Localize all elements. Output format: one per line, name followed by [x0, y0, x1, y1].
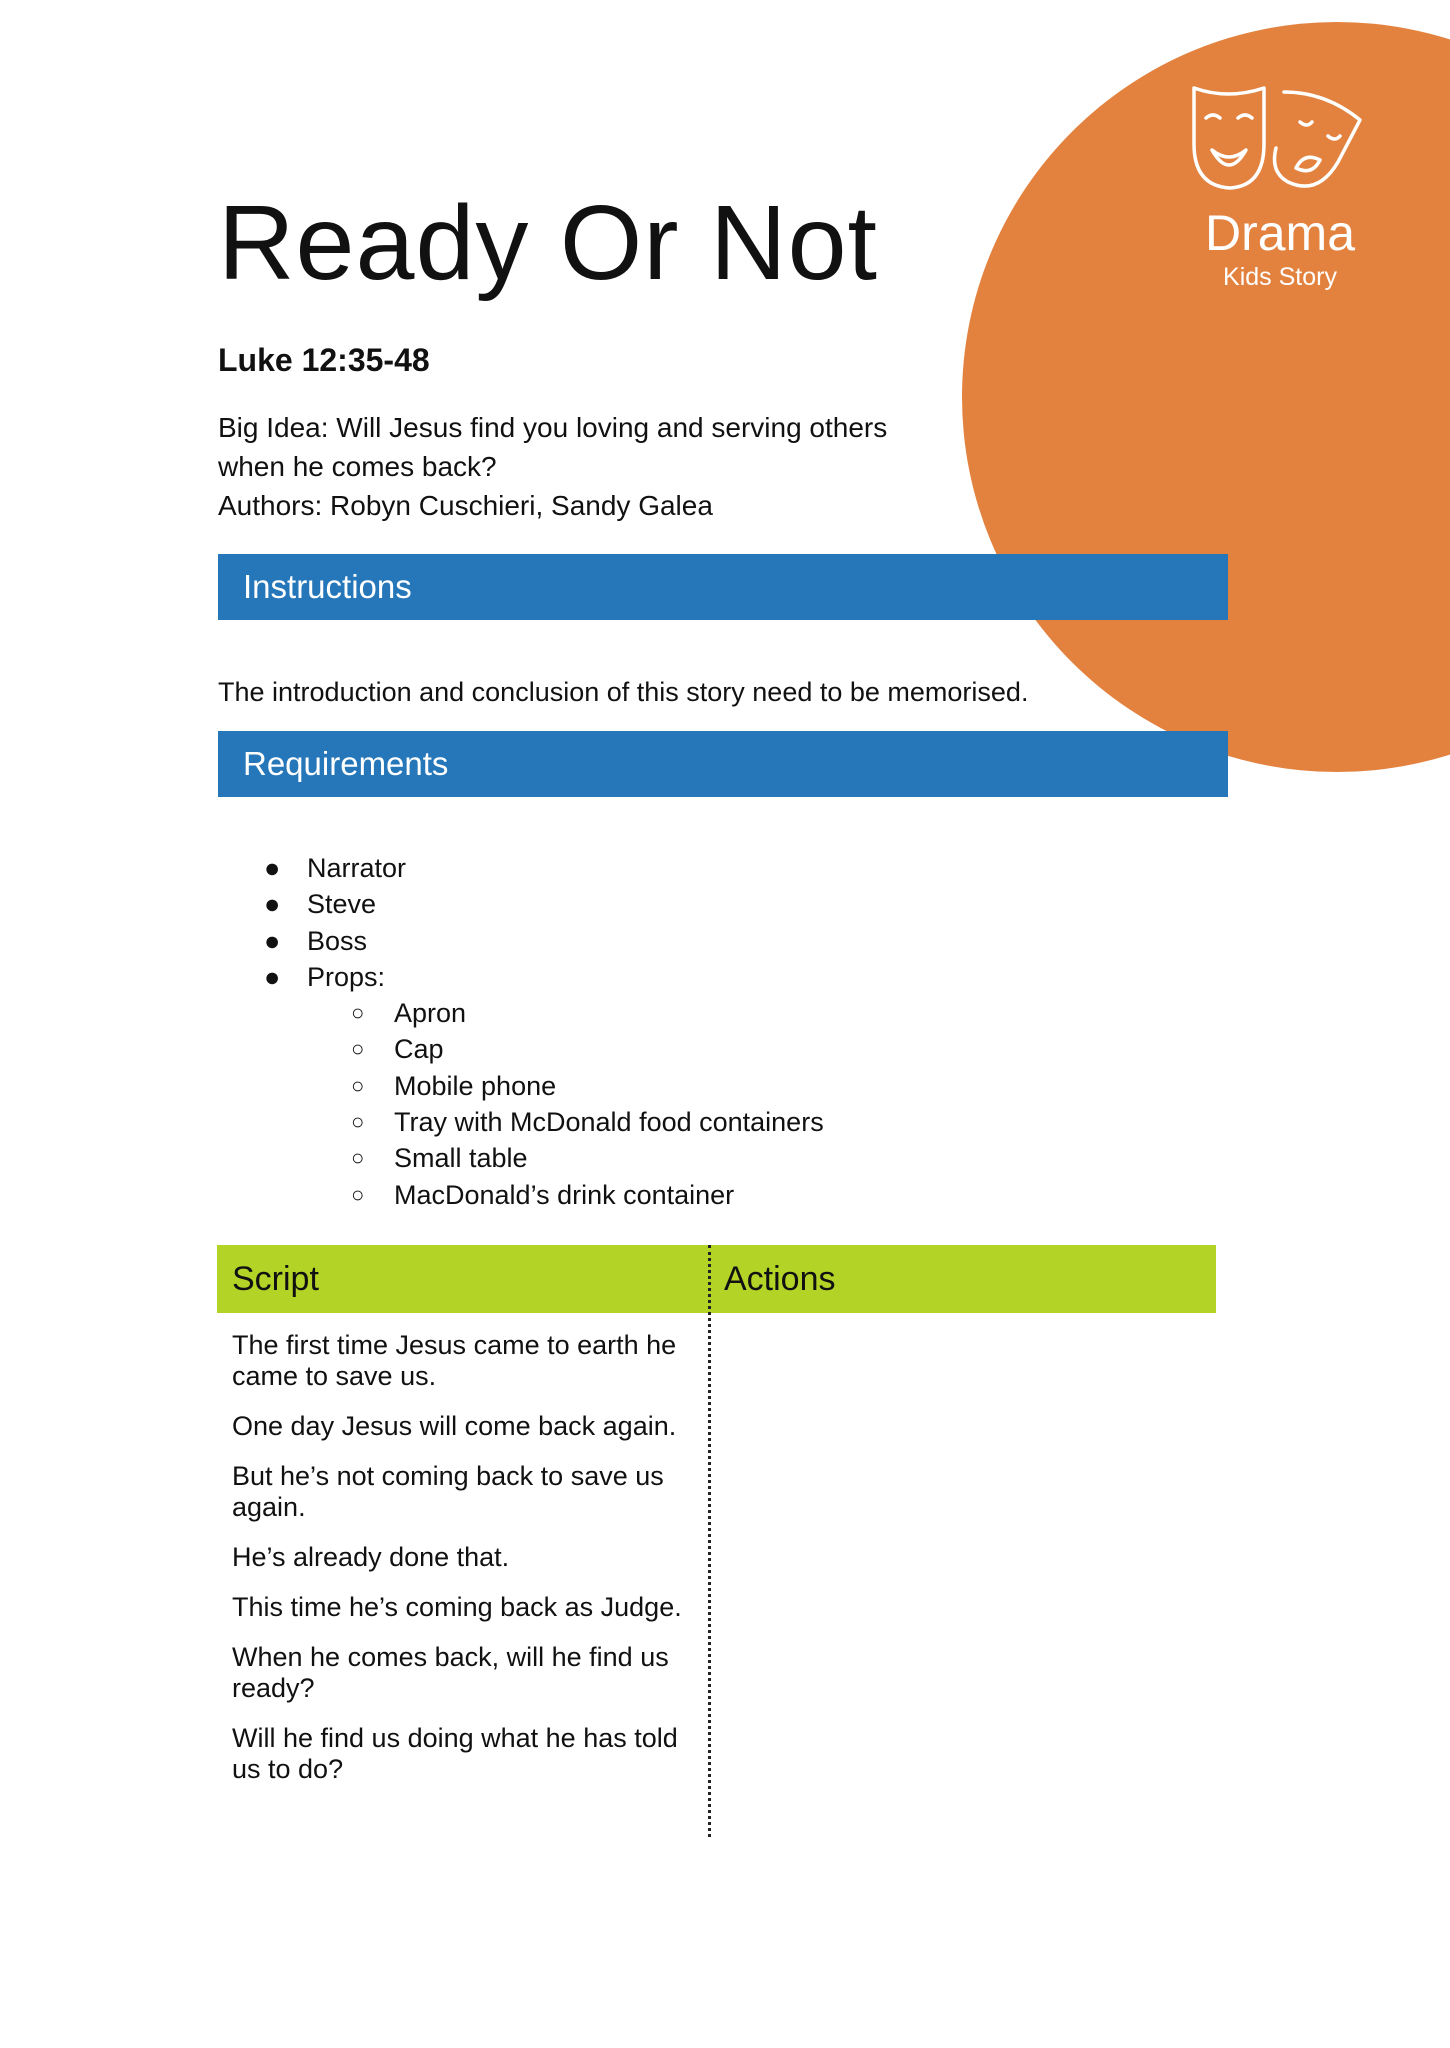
list-item: ○ MacDonald’s drink container	[218, 1177, 824, 1213]
badge-subtitle: Kids Story	[1223, 263, 1337, 291]
instructions-text: The introduction and conclusion of this story need to be memorised.	[218, 677, 1029, 707]
list-item: ● Boss	[218, 923, 824, 959]
script-line: He’s already done that.	[232, 1542, 510, 1572]
authors: Authors: Robyn Cuschieri, Sandy Galea	[218, 490, 713, 521]
circle-bullet-icon: ○	[351, 1036, 365, 1062]
script-line: This time he’s coming back as Judge.	[232, 1592, 682, 1622]
props-list	[307, 995, 824, 1213]
column-divider	[708, 1245, 711, 1837]
big-idea-line-2: when he comes back?	[218, 451, 497, 482]
script-line: The first time Jesus came to earth he came to save us.	[232, 1330, 677, 1391]
bullet-icon: ●	[264, 889, 281, 920]
document-meta	[218, 408, 978, 525]
requirements-heading: Requirements	[218, 731, 1228, 797]
list-item: ○ Small table	[218, 1140, 824, 1176]
script-line: But he’s not coming back to save us again.	[232, 1461, 664, 1522]
requirements-list	[218, 850, 824, 1213]
scripture-reference: Luke 12:35-48	[218, 342, 430, 378]
list-item: ○ Mobile phone	[218, 1068, 824, 1104]
list-item: ○ Apron	[218, 995, 824, 1031]
page-title: Ready Or Not	[218, 184, 879, 302]
circle-bullet-icon: ○	[351, 1000, 365, 1026]
script-column-heading: Script	[232, 1260, 319, 1298]
instructions-heading: Instructions	[218, 554, 1228, 620]
list-item: ● Props: ○ Apron ○ Cap ○ Mobile phone ○ Tray with McDonald food containers ○ Small table ○ MacDonald’s drink container	[218, 959, 824, 1213]
script-table-header	[217, 1245, 1216, 1313]
circle-bullet-icon: ○	[351, 1072, 365, 1098]
theater-masks-icon	[1188, 82, 1372, 200]
bullet-icon: ●	[264, 853, 281, 883]
bullet-icon: ●	[264, 925, 281, 956]
list-item: ○ Cap	[218, 1031, 824, 1067]
circle-bullet-icon: ○	[351, 1109, 365, 1135]
drama-badge	[1150, 82, 1410, 292]
circle-bullet-icon: ○	[351, 1181, 365, 1207]
bullet-icon: ●	[264, 961, 281, 992]
script-line: Will he find us doing what he has told us to do?	[232, 1723, 678, 1784]
list-item: ● Narrator	[218, 850, 824, 886]
script-line: One day Jesus will come back again.	[232, 1411, 677, 1441]
actions-column-heading: Actions	[724, 1260, 836, 1298]
badge-title: Drama	[1204, 205, 1356, 261]
circle-bullet-icon: ○	[351, 1145, 365, 1171]
script-column	[232, 1330, 700, 1804]
list-item: ● Steve	[218, 886, 824, 922]
list-item: ○ Tray with McDonald food containers	[218, 1104, 824, 1140]
script-line: When he comes back, will he find us ready?	[232, 1642, 669, 1703]
big-idea-line-1: Big Idea: Will Jesus find you loving and serving others	[218, 412, 888, 443]
